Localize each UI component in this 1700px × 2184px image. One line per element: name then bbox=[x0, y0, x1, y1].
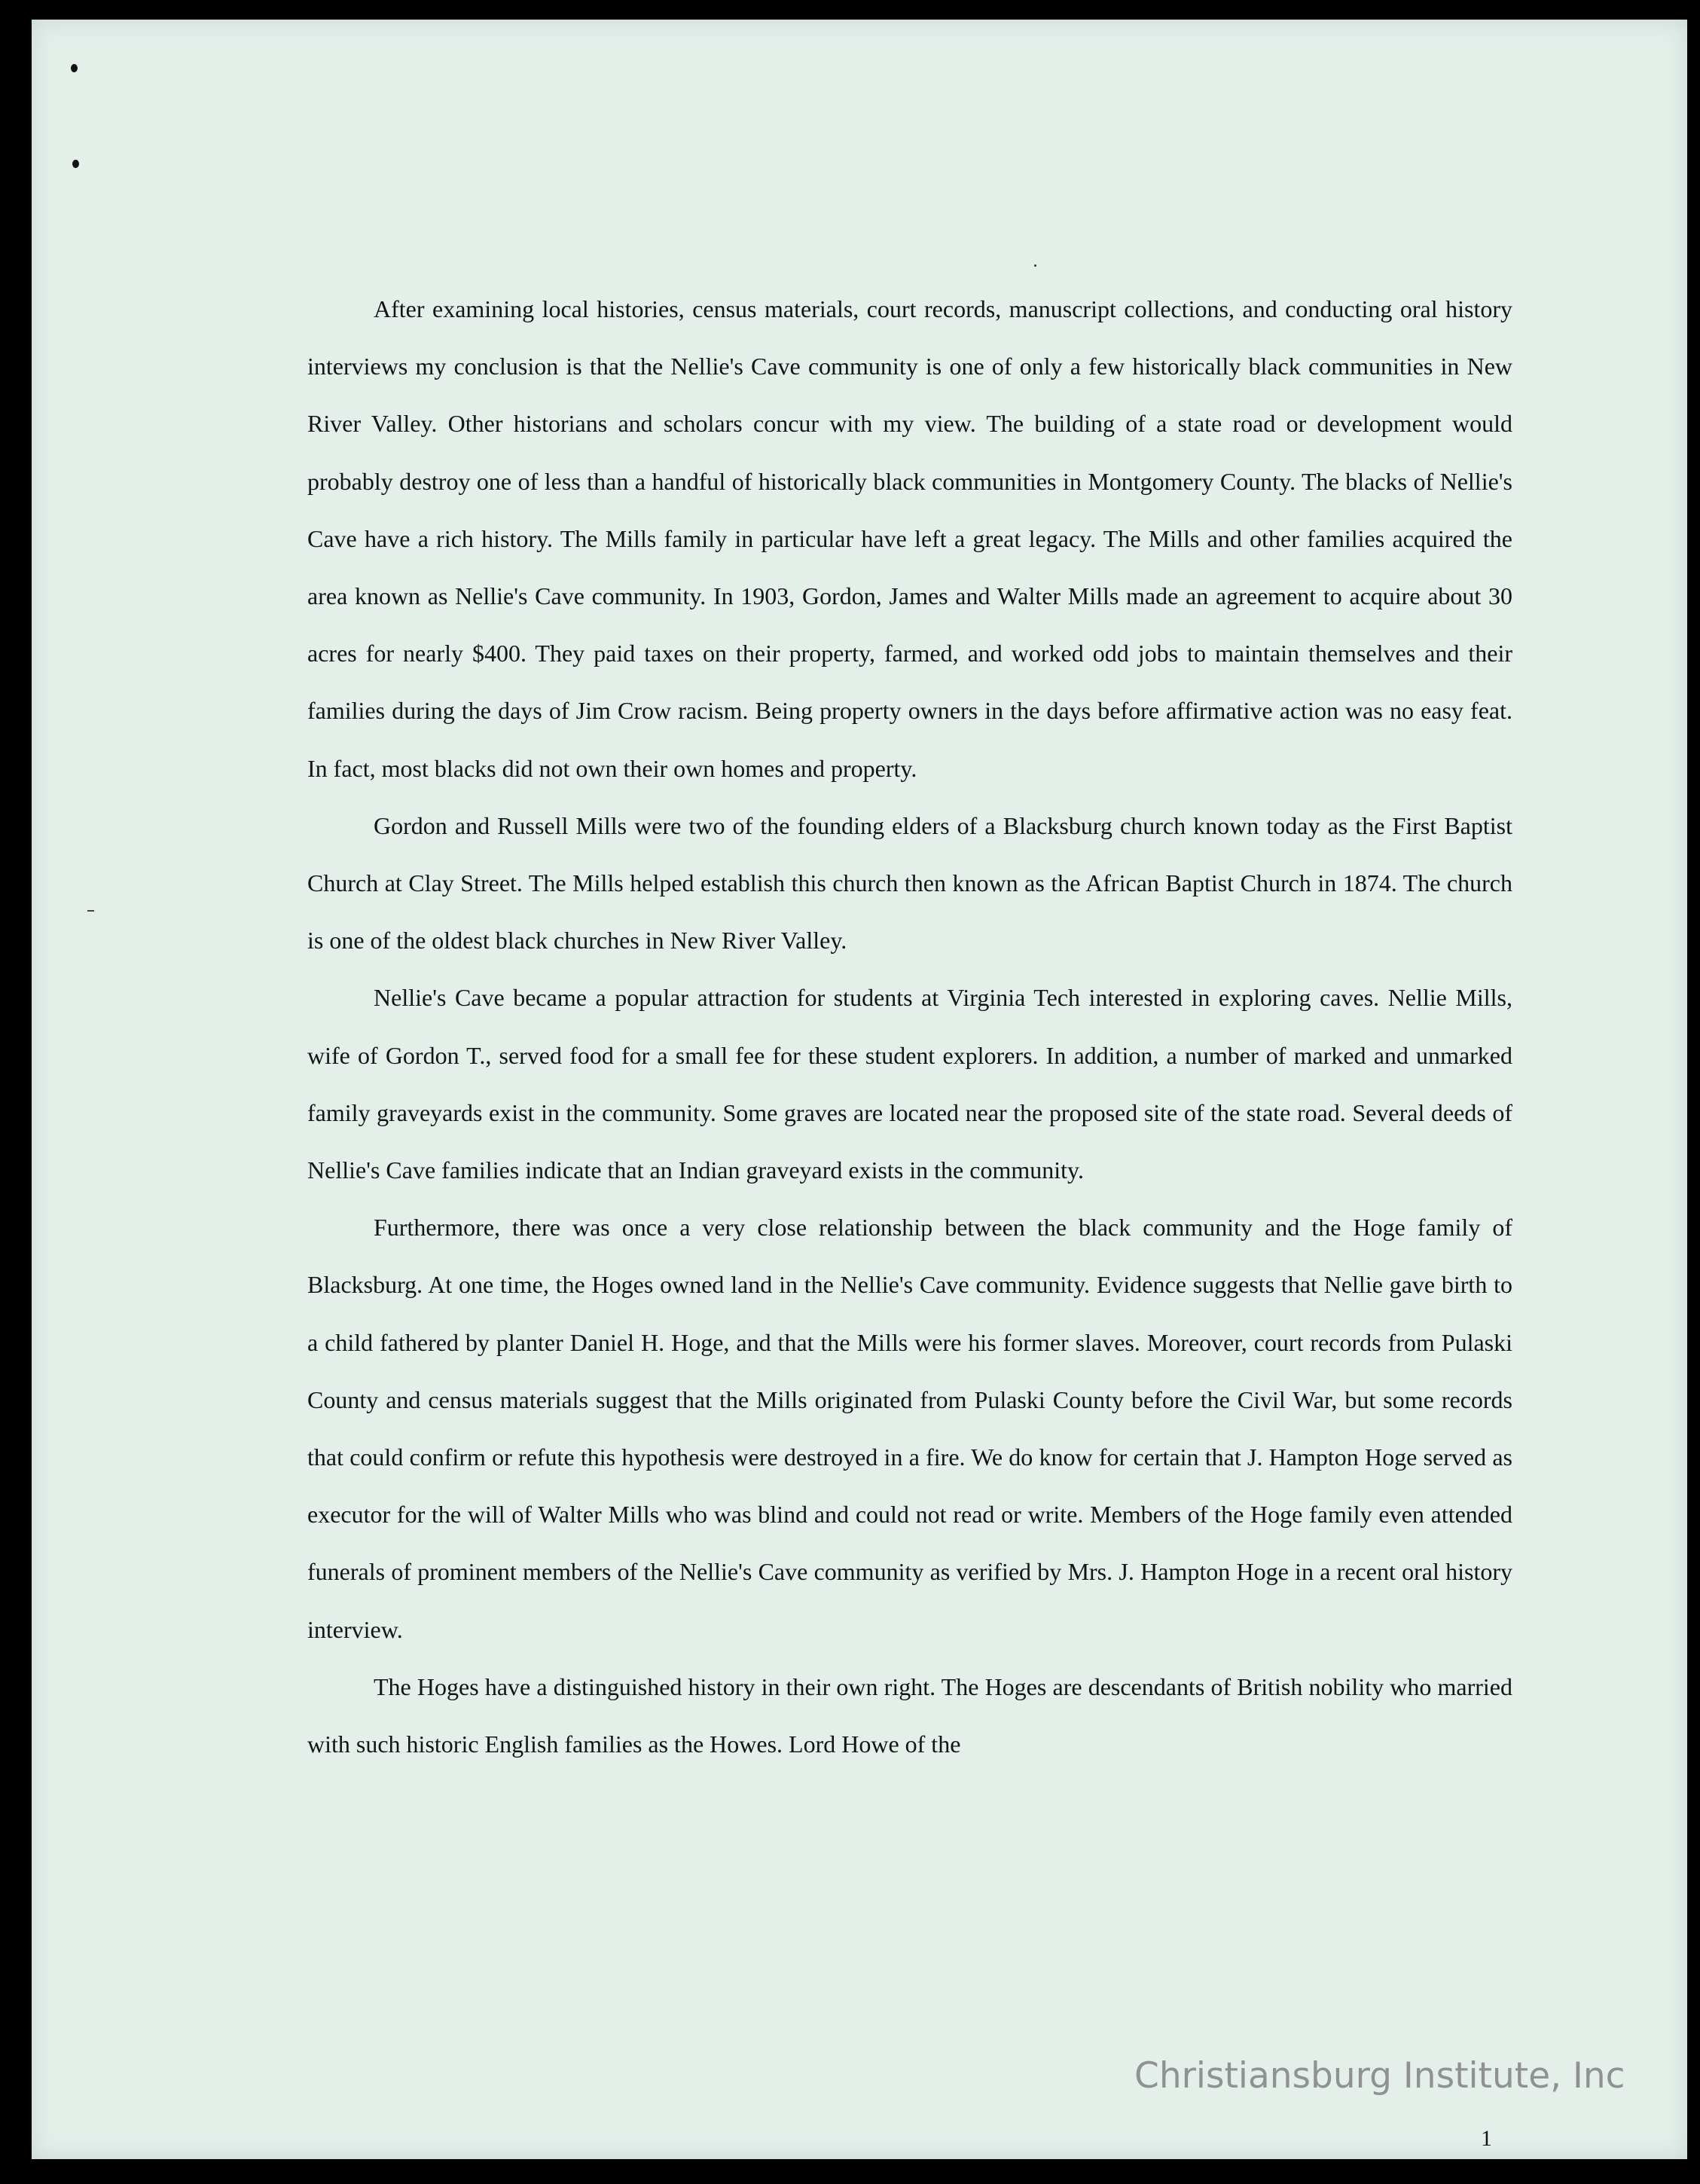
paragraph: Nellie's Cave became a popular attraction for students at Virginia Tech interested in exploring caves. Nellie Mills, wife of Gordon T., served food for a small fee for these student explorers. In addition, a number of marked and unmarked family graveyards exist in the community. Some graves are located near the proposed site of the state road. Several deeds of Nellie's Cave families indicate that an Indian graveyard exists in the community. bbox=[307, 984, 1512, 1184]
paragraph: The Hoges have a distinguished history in their own right. The Hoges are descendants of British nobility who married with such historic English families as the Howes. Lord Howe of the bbox=[307, 1672, 1512, 1758]
page-number: 1 bbox=[1481, 2126, 1492, 2151]
document-body bbox=[307, 280, 1512, 1773]
punch-hole-mark bbox=[71, 64, 78, 72]
paragraph: After examining local histories, census materials, court records, manuscript collections, and conducting oral history interviews my conclusion is that the Nellie's Cave community is one of only a few historically black communities in New River Valley. Other historians and scholars concur with my view. The building of a state road or development would probably destroy one of less than a handful of historically black communities in Montgomery County. The blacks of Nellie's Cave have a rich history. The Mills family in particular have left a great legacy. The Mills and other families acquired the area known as Nellie's Cave community. In 1903, Gordon, James and Walter Mills made an agreement to acquire about 30 acres for nearly $400. They paid taxes on their property, farmed, and worked odd jobs to maintain themselves and their families during the days of Jim Crow racism. Being property owners in the days before affirmative action was no easy feat. In fact, most blacks did not own their own homes and property. bbox=[307, 295, 1512, 782]
paragraph: Gordon and Russell Mills were two of the founding elders of a Blacksburg church known today as the First Baptist Church at Clay Street. The Mills helped establish this church then known as the African Baptist Church in 1874. The church is one of the oldest black churches in New River Valley. bbox=[307, 811, 1512, 955]
document-page bbox=[32, 20, 1687, 2159]
ink-speck bbox=[1034, 264, 1036, 267]
watermark: Christiansburg Institute, Inc bbox=[1134, 2055, 1625, 2097]
paragraph: Furthermore, there was once a very close relationship between the black community and the Hoge family of Blacksburg. At one time, the Hoges owned land in the Nellie's Cave community. Evidence suggests that Nellie gave birth to a child fathered by planter Daniel H. Hoge, and that the Mills were his former slaves. Moreover, court records from Pulaski County and census materials suggest that the Mills originated from Pulaski County before the Civil War, but some records that could confirm or refute this hypothesis were destroyed in a fire. We do know for certain that J. Hampton Hoge served as executor for the will of Walter Mills who was blind and could not read or write. Members of the Hoge family even attended funerals of prominent members of the Nellie's Cave community as verified by Mrs. J. Hampton Hoge in a recent oral history interview. bbox=[307, 1214, 1512, 1643]
margin-mark bbox=[87, 910, 94, 912]
punch-hole-mark bbox=[72, 160, 79, 168]
